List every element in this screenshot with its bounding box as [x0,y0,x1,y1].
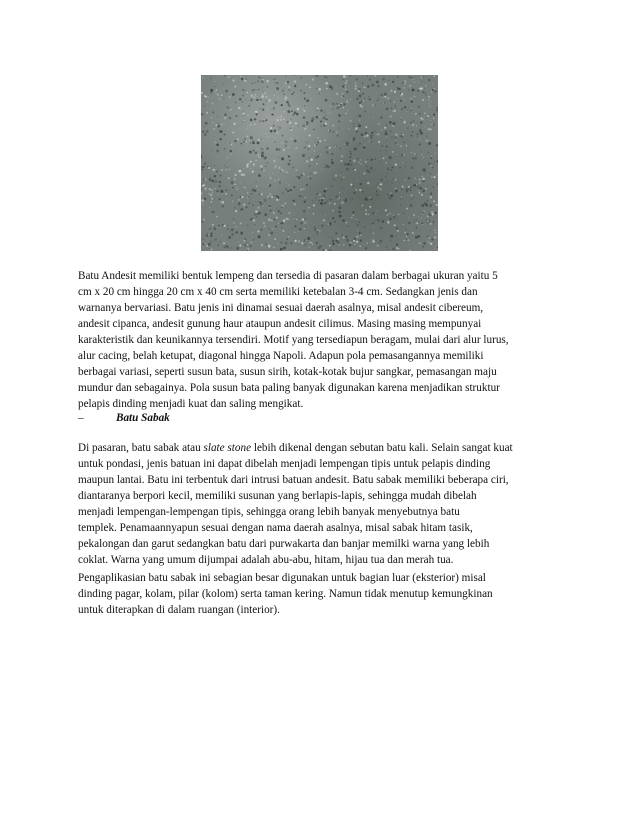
paragraph-line: Pengaplikasian batu sabak ini sebagian besar digunakan untuk bagian luar (eksterior) misal [78,572,486,584]
paragraph-line: cm x 20 cm hingga 20 cm x 40 cm serta memiliki ketebalan 3-4 cm. Sedangkan jenis dan [78,286,478,298]
stone-speckle-pattern [201,75,438,251]
paragraph-line: diantaranya berpori kecil, memiliki susunan yang berlapis-lapis, sehingga mudah dibelah [78,490,477,502]
paragraph-line: untuk diterapkan di dalam ruangan (interior). [78,604,280,616]
paragraph-pengaplikasian [78,570,568,618]
heading-dash: – [78,412,84,424]
paragraph-line: pekalongan dan garut sedangkan batu dari purwakarta dan banjar memilki warna yang lebih [78,538,490,550]
paragraph-line: pelapis dinding menjadi kuat dan saling mengikat. [78,398,304,410]
paragraph-line: Batu Andesit memiliki bentuk lempeng dan tersedia di pasaran dalam berbagai ukuran yaitu 5 [78,270,498,282]
paragraph-batu-andesit [78,268,568,412]
paragraph-line: karakteristik dan keunikannya tersendiri. Motif yang tersediapun beragam, mulai dari alur lurus, [78,334,509,346]
paragraph-batu-sabak [78,440,568,568]
paragraph-line: maupun lantai. Batu ini terbentuk dari intrusi batuan andesit. Batu sabak memiliki beberapa ciri, [78,474,509,486]
paragraph-line: dinding pagar, kolam, pilar (kolom) serta taman kering. Namun tidak menutup kemungkinan [78,588,493,600]
text-segment: lebih dikenal dengan sebutan batu kali. Selain sangat kuat [251,442,513,454]
paragraph-line: berbagai variasi, seperti susun bata, susun sirih, kotak-kotak bujur sangkar, pemasangan maju [78,366,497,378]
stone-texture-photo [201,75,438,251]
text-segment: Di pasaran, batu sabak atau [78,442,204,454]
paragraph-line: alur cacing, belah ketupat, diagonal hingga Napoli. Adapun pola pemasangannya memiliki [78,350,484,362]
italic-term: slate stone [203,442,252,454]
paragraph-line: andesit cipanca, andesit gunung haur ataupun andesit cilimus. Masing masing mempunyai [78,318,482,330]
paragraph-line: mundur dan sebagainya. Pola susun bata paling banyak digunakan karena menjadikan struktur [78,382,500,394]
paragraph-line [78,440,568,456]
paragraph-line: untuk pondasi, jenis batuan ini dapat dibelah menjadi lempengan tipis untuk pelapis dinding [78,458,491,470]
paragraph-line: warnanya bervariasi. Batu jenis ini dinamai sesuai daerah asalnya, misal andesit cibereum, [78,302,484,314]
paragraph-line: coklat. Warna yang umum dijumpai adalah abu-abu, hitam, hijau tua dan merah tua. [78,554,454,566]
paragraph-line: templek. Penamaannyapun sesuai dengan nama daerah asalnya, misal sabak hitam tasik, [78,522,473,534]
paragraph-line: menjadi lempengan-lempengan tipis, sehingga orang lebih banyak menyebutnya batu [78,506,460,518]
heading-text: Batu Sabak [116,412,170,424]
section-heading-batu-sabak [78,410,170,426]
